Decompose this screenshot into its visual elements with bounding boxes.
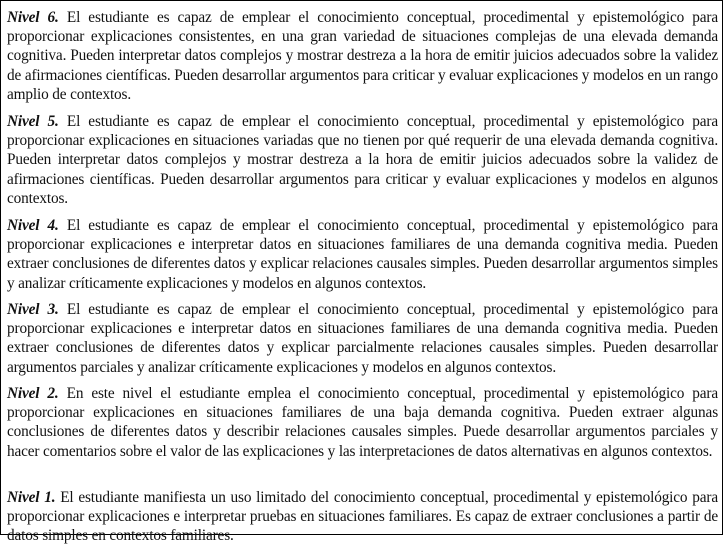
level-1-description <box>7 488 718 546</box>
level-1-text: El estudiante manifiesta un uso limitado del conocimiento conceptual, procedimental y epistemológico para proporcionar explicaciones e interpretar pruebas en situaciones familiares. Es capaz de extraer conclusiones a partir de datos simples en contextos familiares. <box>7 489 718 545</box>
level-5-label: Nivel 5. <box>7 113 59 130</box>
level-2-description <box>7 384 718 461</box>
level-4-text: El estudiante es capaz de emplear el conocimiento conceptual, procedimental y epistemológico para proporcionar explicaciones e interpretar datos en situaciones familiares de una demanda cognitiva media. Pueden extraer conclusiones de diferentes datos y explicar relaciones causales simples. Pueden desarrollar argumentos simples y analizar críticamente explicaciones y modelos en algunos contextos. <box>7 217 718 292</box>
level-3-text: El estudiante es capaz de emplear el conocimiento conceptual, procedimental y epistemológico para proporcionar explicaciones e interpretar datos en situaciones familiares de una demanda cognitiva media. Pueden extraer conclusiones de diferentes datos y explicar parcialmente relaciones causales simples. Pueden desarrollar argumentos parciales y analizar críticamente explicaciones y modelos en algunos contextos. <box>7 301 718 376</box>
level-3-label: Nivel 3. <box>7 301 59 318</box>
level-1-label: Nivel 1. <box>7 489 56 506</box>
level-5-text: El estudiante es capaz de emplear el conocimiento conceptual, procedimental y epistemológico para proporcionar explicaciones en situaciones variadas que no tienen por qué requerir de una elevada demanda cognitiva. Pueden interpretar datos complejos y mostrar destreza a la hora de emitir juicios adecuados sobre la validez de afirmaciones científicas. Pueden desarrollar argumentos para criticar y evaluar explicaciones y modelos en algunos contextos. <box>7 113 718 207</box>
level-2-text: En este nivel el estudiante emplea el conocimiento conceptual, procedimental y epistemológico para proporcionar explicaciones en situaciones familiares de una baja demanda cognitiva. Pueden extraer algunas conclusiones de diferentes datos y describir relaciones causales simples. Puede desarrollar argumentos parciales y hacer comentarios sobre el valor de las explicaciones y las interpretaciones de datos alternativas en algunos contextos. <box>7 385 718 460</box>
level-6-description <box>7 8 718 104</box>
level-2-label: Nivel 2. <box>7 385 59 402</box>
level-6-text: El estudiante es capaz de emplear el conocimiento conceptual, procedimental y epistemológico para proporcionar explicaciones consistentes, en una gran variedad de situaciones complejas de una elevada demanda cognitiva. Pueden interpretar datos complejos y mostrar destreza a la hora de emitir juicios adecuados sobre la validez de afirmaciones científicas. Pueden desarrollar argumentos para criticar y evaluar explicaciones y modelos en un rango amplio de contextos. <box>7 9 718 103</box>
level-5-description <box>7 112 718 208</box>
level-3-description <box>7 300 718 377</box>
level-6-label: Nivel 6. <box>7 9 59 26</box>
level-4-label: Nivel 4. <box>7 217 59 234</box>
level-4-description <box>7 216 718 293</box>
